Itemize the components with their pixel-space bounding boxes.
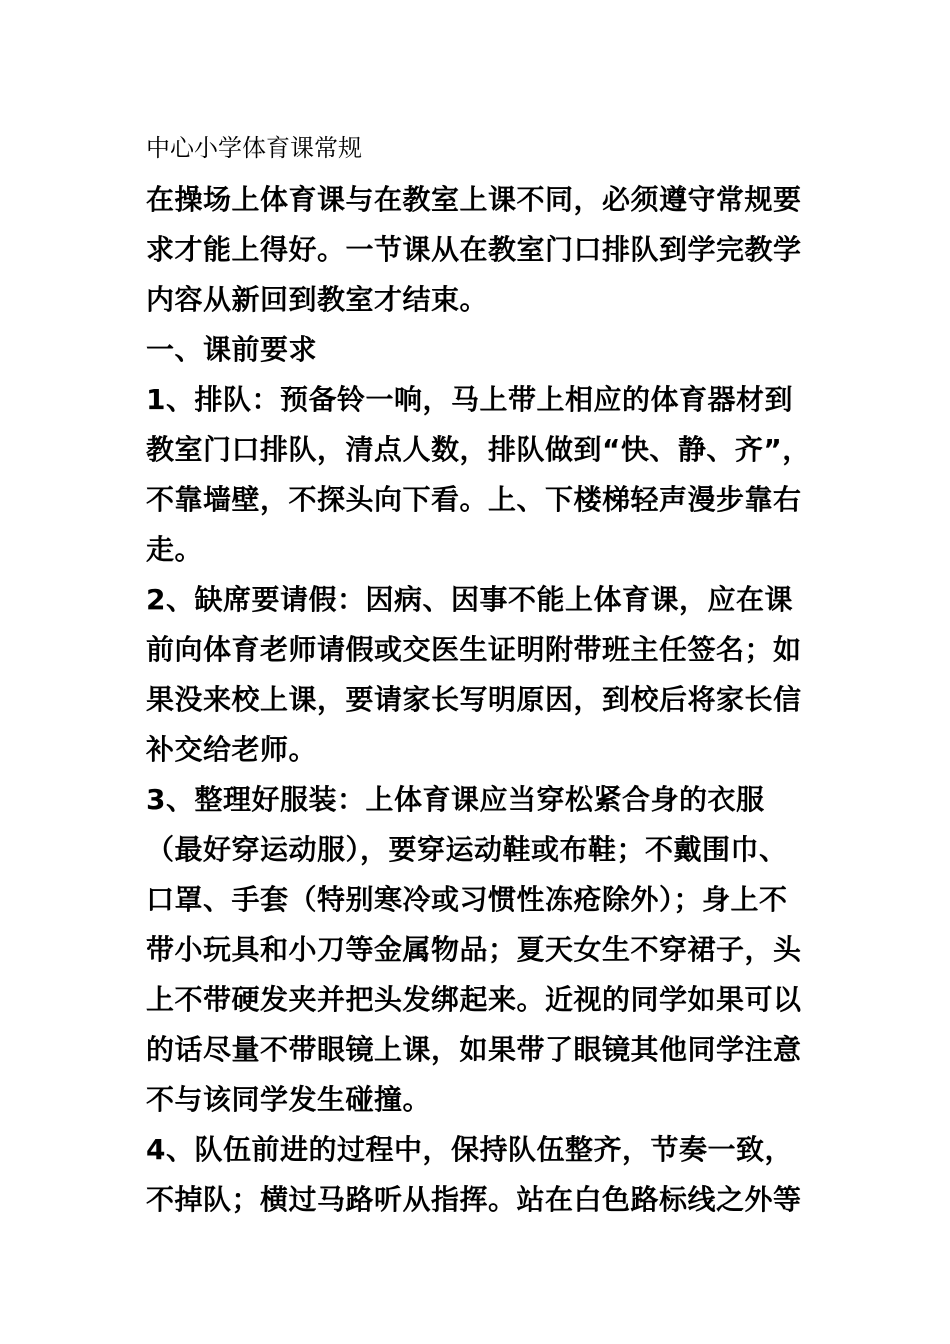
body-line: （最好穿运动服），要穿运动鞋或布鞋；不戴围巾、 bbox=[146, 833, 788, 866]
body-line: 不靠墙壁，不探头向下看。上、下楼梯轻声漫步靠右 bbox=[146, 483, 802, 516]
body-line: 2、缺席要请假：因病、因事不能上体育课，应在课 bbox=[146, 583, 793, 616]
body-line: 1、排队：预备铃一响，马上带上相应的体育器材到 bbox=[146, 383, 793, 416]
body-line: 3、整理好服装：上体育课应当穿松紧合身的衣服 bbox=[146, 783, 765, 816]
body-line: 口罩、手套（特别寒冷或习惯性冻疮除外）；身上不 bbox=[146, 883, 788, 916]
body-line: 内容从新回到教室才结束。 bbox=[146, 283, 489, 316]
body-line: 在操场上体育课与在教室上课不同，必须遵守常规要 bbox=[146, 183, 802, 216]
body-line: 上不带硬发夹并把头发绑起来。近视的同学如果可以 bbox=[146, 983, 802, 1016]
section-heading: 一、课前要求 bbox=[146, 333, 318, 366]
body-line: 走。 bbox=[146, 533, 204, 566]
body-line: 求才能上得好。一节课从在教室门口排队到学完教学 bbox=[146, 233, 802, 266]
body-line: 果没来校上课，要请家长写明原因，到校后将家长信 bbox=[146, 683, 802, 716]
body-line: 4、队伍前进的过程中，保持队伍整齐，节奏一致， bbox=[146, 1133, 793, 1166]
body-line: 前向体育老师请假或交医生证明附带班主任签名；如 bbox=[146, 633, 802, 666]
body-line: 不掉队；横过马路听从指挥。站在白色路标线之外等 bbox=[146, 1183, 802, 1216]
document-title: 中心小学体育课常规 bbox=[146, 134, 362, 162]
body-line: 带小玩具和小刀等金属物品；夏天女生不穿裙子，头 bbox=[146, 933, 802, 966]
body-line: 的话尽量不带眼镜上课，如果带了眼镜其他同学注意 bbox=[146, 1033, 802, 1066]
body-line: 不与该同学发生碰撞。 bbox=[146, 1083, 432, 1116]
body-line: 教室门口排队，清点人数，排队做到“快、静、齐”， bbox=[146, 433, 811, 466]
body-line: 补交给老师。 bbox=[146, 733, 318, 766]
